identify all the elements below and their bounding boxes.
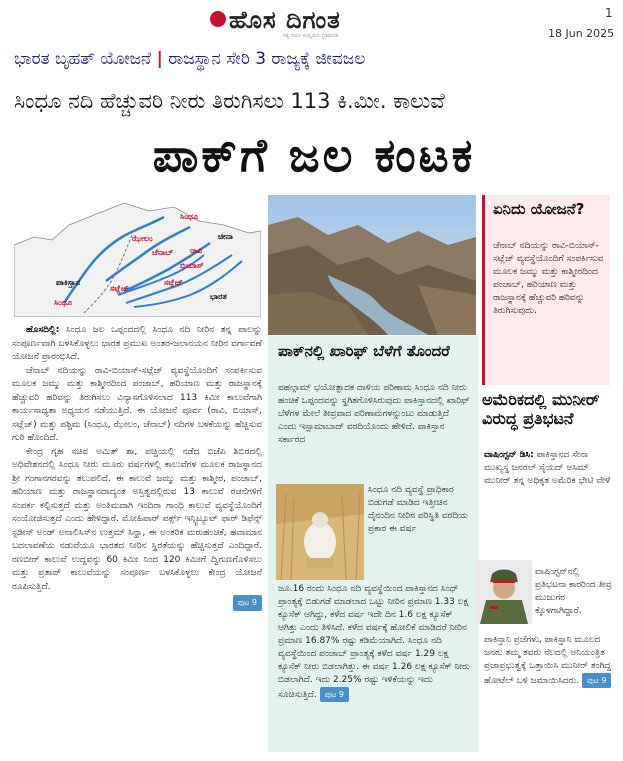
- sidebar-what-is-plan: [482, 195, 610, 385]
- kharif-p2: ಸಿಂಧೂ ನದಿ ವ್ಯವಸ್ಥೆ ಪ್ರಾಧಿಕಾರ ಬಿಡುಗಡೆ ಮಾಡಿದ ಇತ್ತೀಚಿನ ದೈನಂದಿನ ನೀರಿನ ಪರಿಸ್ಥಿತಿ ವರದಿಯ ಪ್ರಕಾರ ಈ ವರ್ಷ: [368, 485, 468, 534]
- map-label-beas: ಬಿಯಾಸ್: [180, 261, 204, 270]
- main-story-dateline: ಹೊಸದಿಲ್ಲಿ:: [26, 325, 60, 335]
- map-label-sutlej-2: ಸಟ್ಲೆಜ್: [164, 278, 183, 287]
- map-label-jhelum: ಝೇಲಂ: [132, 234, 153, 243]
- masthead: [0, 0, 623, 40]
- map-label-sutlej-1: ಸಟ್ಲೆಜ್: [110, 284, 129, 293]
- sidebar-body: ಚೆನಾಬ್ ನದಿಯನ್ನು ರಾವಿ-ಬಿಯಾಸ್-ಸಟ್ಲೆಜ್ ವ್ಯವಸ್ಥೆಯೊಂದಿಗೆ ಸಂಪರ್ಕಿಸುವ ಮೂಲಕ ಜಮ್ಮು ಮತ್ತು ಕಾಶ್ಮೀರದಿಂದ ಪಂಜಾಬ್, ಹರಿಯಾಣ ಮತ್ತು ರಾಜಸ್ಥಾನಕ್ಕೆ ಹೆಚ್ಚುವರಿ ಹರಿವನ್ನು ತಿರುಗಿಸುವುದು.: [493, 241, 604, 316]
- river-valley-photo: [268, 195, 476, 335]
- america-protest-p1: ವಾಷಿಂಗ್ಟನ್ ಡಿಸಿ: ಪಾಕಿಸ್ತಾನದ ಸೇನಾ ಮುಖ್ಯಸ್ಥ ಜನರಲ್ ಸೈಯದ್ ಅಸಿಮ್ ಮುನೀರ್ ತನ್ನ ಅಧಿಕೃತ ಅಮೆರಿಕ ಭೇಟಿ ವೇಳೆ: [484, 450, 611, 486]
- main-story-p2: ಚೆನಾಬ್ ನದಿಯನ್ನು ರಾವಿ-ಬಿಯಾಸ್-ಸಟ್ಲೆಜ್ ವ್ಯವಸ್ಥೆಯೊಂದಿಗೆ ಸಂಪರ್ಕಿಸುವ ಮೂಲಕ ಜಮ್ಮು ಮತ್ತು ಕಾಶ್ಮೀರದಿಂದ ಪಂಜಾಬ್, ಹರಿಯಾಣ ಮತ್ತು ರಾಜಸ್ಥಾನಕ್ಕೆ ಹೆಚ್ಚುವರಿ ಹರಿವನ್ನು ತಿರುಗಿಸಲು ವಿನ್ಯಾಸಗೊಳಿಸಲಾದ 113 ಕಿಮೀ ಕಾಲುವೆಗಾಗಿ ಕಾರ್ಯಸಾಧ್ಯತಾ ಅಧ್ಯಯನ ನಡೆಯುತ್ತಿದೆ. ಈ ಯೋಜನೆ ಪೂರ್ವ (ರಾವಿ, ಬಿಯಾಸ್, ಸಟ್ಲೆಜ್) ಮತ್ತು ಪಶ್ಚಿಮ (ಸಿಂಧೂ, ಝೇಲಂ, ಚೆನಾಬ್) ನದಿಗಳ ಬಳಕೆಯನ್ನು ಹೆಚ್ಚಿಸುವ ಗುರಿ ಹೊಂದಿದೆ.: [12, 365, 262, 443]
- newspaper-logo: ಹೊಸ ದಿಗಂತ: [210, 6, 341, 34]
- map-label-chenab: ಚೆನಾಬ್: [152, 248, 174, 257]
- kharif-p1: ಪಹಲ್ಗಾಮ್ ಭಯೋತ್ಪಾದಕ ದಾಳಿಯ ಪರಿಣಾಮ ಸಿಂಧೂ ನದಿ ನೀರು ಹಂಚಿಕೆ ಒಪ್ಪಂದವನ್ನು ಸ್ಥಗಿತಗೊಳಿಸಿರುವುದು ಪಾಕಿಸ್ತಾನದಲ್ಲಿ ಖಾರಿಫ್ ಬೆಳೆಗಳ ಮೇಲೆ ತೀವ್ರವಾದ ಪರಿಣಾಮಗಳನ್ನುಂಟು ಮಾಡುತ್ತಿದೆ ಎಂದು ಇಸ್ಲಾಮಾಬಾದ್ ವರದಿಯೊಂದು ಹೇಳಿದೆ. ಪಾಕಿಸ್ತಾನ ಸರ್ಕಾರದ: [278, 383, 470, 445]
- map-label-sindhu-north: ಸಿಂಧೂ: [180, 212, 199, 221]
- edition-date: 18 Jun 2025: [548, 27, 615, 40]
- main-story-p1: ಹೊಸದಿಲ್ಲಿ: ಸಿಂಧೂ ಜಲ ಒಪ್ಪಂದದಲ್ಲಿ ಸಿಂಧೂ ನದಿ ನೀರಿನ ತನ್ನ ಪಾಲನ್ನು ಸಂಪೂರ್ಣವಾಗಿ ಬಳಸಿಕೊಳ್ಳಲು ಭಾರತ ಪ್ರಮುಖ ಅಂತರ-ಜಲಾನಯನ ನೀರಿನ ವರ್ಗಾವಣೆ ಯೋಜನೆ ಪ್ರಾರಂಭಿಸಿದೆ.: [12, 325, 262, 362]
- subheadline: ಸಿಂಧೂ ನದಿ ಹೆಚ್ಚುವರಿ ನೀರು ತಿರುಗಿಸಲು 113 ಕಿ.ಮೀ. ಕಾಲುವೆ: [14, 89, 445, 113]
- kicker-separator: |: [156, 49, 163, 69]
- kicker: ಭಾರತ ಬೃಹತ್ ಯೋಜನೆ | ರಾಜಸ್ಥಾನ ಸೇರಿ 3 ರಾಜ್ಯಕ್ಕೆ ಜೀವಜಲ: [14, 49, 366, 69]
- map-label-sindhu-south: ಸಿಂಧೂ: [54, 298, 73, 307]
- main-story-p3: ಕೇಂದ್ರ ಗೃಹ ಸಚಿವ ಅಮಿತ್ ಶಾ, ಪಚ್ಚಿಯಲ್ಲಿ ನಡೆದ ಬಿಜೆಪಿ ಶಿಬಿರದಲ್ಲಿ ಅಧಿವೇಶನದಲ್ಲಿ ಸಿಂಧೂ ನೀರು ಮೂರು ವರ್ಷಗಳಲ್ಲಿ ಕಾಲುವೆಗಳ ಮೂಲಕ ರಾಜಸ್ಥಾನದ ಶ್ರೀ ಗಂಗಾನಗರವನ್ನು ತಲುಪಲಿದೆ. ಈ ಕಾಲುವೆ ಜಮ್ಮು ಮತ್ತು ಕಾಶ್ಮೀರ, ಪಂಜಾಬ್, ಹರಿಯಾಣ ಮತ್ತು ರಾಜಸ್ಥಾನದಾದ್ಯಂತ ಅಸ್ತಿತ್ವದಲ್ಲಿರುವ 13 ಕಾಲುವೆ ರಚನೆಗಳಿಗೆ ಸಂಪರ್ಕ ಕಲ್ಪಿಸುತ್ತದೆ ಮತ್ತು ಅಂತಿಮವಾಗಿ ಇಂದಿರಾ ಗಾಂಧಿ ಕಾಲುವೆ ವ್ಯವಸ್ಥೆಯೊಂದಿಗೆ ಸಂಯೋಜಿಸುತ್ತದೆ ಎಂದು ಹೇಳಿದ್ದಾರೆ. ಮೋಹಿಪಾರ್ ಪರ್ಕ್ಸ್ ಇನ್ಸ್ಟಿಟ್ಯೂಟ್ ಫಾರ್ ಡಿಫೆನ್ಸ್ ಸ್ಟಡೀಸ್ ಅಂಡ್ ಅನಾಲಿಸಿಸ್‌ನ ಉತ್ತಮ್ ಸಿನ್ಹಾ, ಈ ಅಂತರಿಕ ಮರುಹಂಚಿಕೆ, ಹವಾಮಾನ ಬದಲಾವಣೆಯ ನಡುವೆಯೂ ಭಾರತದ ನೀರಿನ ಸ್ಥಿರತೆಯನ್ನು ಹೆಚ್ಚಿಸುತ್ತದೆ ಎಂದಿದ್ದಾರೆ. ರಣಬೀರ್ ಕಾಲುವೆ ಉದ್ದವನ್ನು 60 ಕಿಮೀ ನಿಂದ 120 ಕಿಮೀಗೆ ದ್ವಿಗುಣಗೊಳಿಸಲು ಮತ್ತು ಪ್ರತಾಪ್ ಕಾಲುವೆಯನ್ನು ಸಂಪೂರ್ಣ ಬಳಸಿಕೊಳ್ಳಲು ಕೇಂದ್ರ ಯೋಜನೆ ರೂಪಿಸುತ್ತಿದೆ.: [12, 446, 262, 592]
- america-protest-p3: ಪಾಕಿಸ್ತಾನಿ ಪ್ರಜೆಗಳು, ಪಾಕಿಸ್ತಾನಿ ಮೂಲದ ಜನರು ತಮ್ಮ ತವರು ನೆಲದಲ್ಲಿ ಅನಿಯಂತ್ರಿತ ಪ್ರಜಾಪ್ರಭುತ್ವಕ್ಕೆ ಒತ್ತಾಯಿಸಿ ಮುನೀರ್ ತಂಗಿದ್ದ ಹೋಟೆಲ್ ಬಳಿ ಜಮಾಯಿಸಿದರು. ಪುಟ 9: [484, 635, 612, 686]
- map-label-china: ಚೀನಾ: [218, 232, 233, 241]
- continued-link[interactable]: ಪುಟ 9: [233, 595, 262, 611]
- kharif-box: [268, 336, 478, 752]
- map-label-ravi: ರಾವಿ: [190, 246, 203, 255]
- kharif-continued-link[interactable]: ಪುಟ 9: [320, 687, 349, 702]
- america-dateline: ವಾಷಿಂಗ್ಟನ್ ಡಿಸಿ:: [484, 450, 534, 460]
- main-story: [12, 324, 262, 611]
- america-protest-title: ಅಮೆರಿಕದಲ್ಲಿ ಮುನೀರ್ ವಿರುದ್ಧ ಪ್ರತಿಭಟನೆ: [482, 390, 600, 428]
- sidebar-title: ಏನಿದು ಯೋಜನೆ?: [493, 200, 585, 218]
- page-number: 1: [605, 6, 613, 20]
- kharif-p3: ಜೂ.16 ರಂದು ಸಿಂಧೂ ನದಿ ವ್ಯವಸ್ಥೆಯಿಂದ ಪಾಕಿಸ್ತಾನದ ಸಿಂಧ್ ಪ್ರಾಂತ್ಯಕ್ಕೆ ಬಿಡುಗಡೆ ಮಾಡಲಾದ ಒಟ್ಟು ನೀರಿನ ಪ್ರಮಾಣ 1.33 ಲಕ್ಷ ಕ್ಯೂಸೆಕ್ ಆಗಿದ್ದು, ಕಳೆದ ವರ್ಷ ಇದೇ ದಿನ 1.6 ಲಕ್ಷ ಕ್ಯೂಸೆಕ್ ಆಗಿತ್ತು ಎಂದು ತಿಳಿಸಿದೆ. ಕಳೆದ ವರ್ಷಕ್ಕೆ ಹೋಲಿಕೆ ಮಾಡಿದರೆ ನೀರಿನ ಪ್ರಮಾಣ 16.87% ರಷ್ಟು ಕಡಿಮೆಯಾಗಿದೆ. ಸಿಂಧೂ ನದಿ ವ್ಯವಸ್ಥೆಯಿಂದ ಪಂಜಾಬ್ ಪ್ರಾಂತ್ಯಕ್ಕೆ ಕಳೆದ ವರ್ಷ 1.29 ಲಕ್ಷ ಕ್ಯೂಸೆಕ್ ನೀರು ಬಿಡಲಾಗಿತ್ತು. ಈ ವರ್ಷ 1.26 ಲಕ್ಷ ಕ್ಯೂಸೆಕ್ ನೀರು ಬಿಡಲಾಗಿದೆ. ಇದು 2.25% ರಷ್ಟು ಇಳಿಕೆಯನ್ನು ಇದು ಸೂಚಿಸುತ್ತಿದೆ. ಪುಟ 9: [278, 584, 470, 700]
- farmer-wheat-photo: [276, 484, 364, 580]
- river-map-graphic: [14, 195, 261, 317]
- map-label-bharat: ಭಾರತ: [210, 292, 227, 301]
- map-label-pakistan: ಪಾಕಿಸ್ತಾನ: [56, 278, 80, 287]
- kharif-title: ಪಾಕ್‌ನಲ್ಲಿ ಖಾರಿಫ್ ಬೆಳೆಗೆ ತೊಂದರೆ: [278, 342, 450, 360]
- america-protest-p2: ವಾಷಿಂಗ್ಟನ್‌ನಲ್ಲಿ ಪ್ರತಿಭಟನಾ ಕಾರರಿಂದ ತೀವ್ರ ಮುಜುಗರ ಕ್ಕೊಳಗಾಗಿದ್ದಾರೆ.: [535, 567, 612, 616]
- headline: ಪಾಕ್‌ಗೆ ಜಲ ಕಂಟಕ: [152, 128, 476, 182]
- munir-photo: [476, 560, 532, 624]
- tagline: ಸತ್ಯ ಧರ್ಮ ಸಂಸ್ಕೃತಿಯ ಪ್ರತಿಪಾದಕ: [283, 33, 339, 39]
- river-map: [14, 195, 261, 317]
- america-continued-link[interactable]: ಪುಟ 9: [582, 673, 611, 688]
- logo-emblem-icon: [210, 11, 226, 27]
